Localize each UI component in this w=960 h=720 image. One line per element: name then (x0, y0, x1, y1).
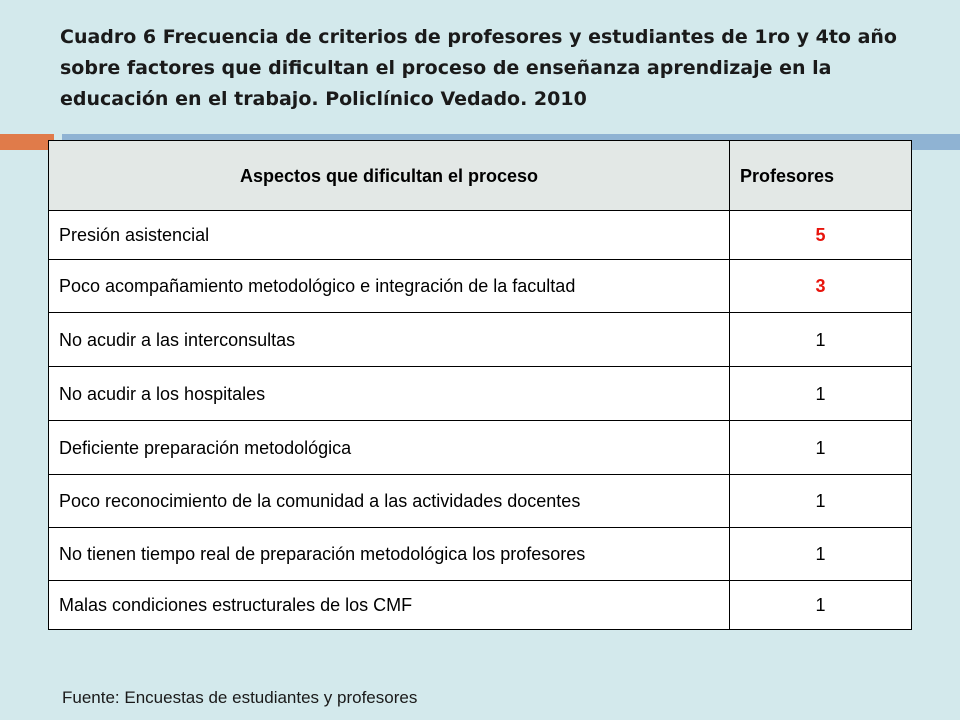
table-row (49, 367, 912, 421)
row-value: 1 (730, 528, 912, 581)
row-aspect: Deficiente preparación metodológica (49, 421, 730, 475)
row-aspect: Presión asistencial (49, 211, 730, 260)
row-value: 1 (730, 313, 912, 367)
row-aspect: Poco reconocimiento de la comunidad a las actividades docentes (49, 475, 730, 528)
source-footnote: Fuente: Encuestas de estudiantes y profesores (62, 688, 418, 707)
row-aspect: Poco acompañamiento metodológico e integración de la facultad (49, 260, 730, 313)
slide-title: Cuadro 6 Frecuencia de criterios de profesores y estudiantes de 1ro y 4to año sobre factores que dificultan el proceso de enseñanza aprendizaje en la educación en el trabajo. Policlínico Vedado. 2010 (60, 26, 897, 110)
table-container (48, 140, 912, 630)
table-row (49, 528, 912, 581)
accent-bar-orange (0, 134, 54, 150)
row-aspect: Malas condiciones estructurales de los CMF (49, 581, 730, 630)
table-header-row (49, 141, 912, 211)
data-table (48, 140, 912, 630)
row-aspect: No acudir a los hospitales (49, 367, 730, 421)
row-value: 3 (730, 260, 912, 313)
table-row (49, 475, 912, 528)
table-row (49, 313, 912, 367)
row-value: 1 (730, 475, 912, 528)
header-profesores: Profesores (730, 141, 912, 211)
row-value: 1 (730, 581, 912, 630)
table-row (49, 581, 912, 630)
table-row (49, 211, 912, 260)
row-aspect: No tienen tiempo real de preparación metodológica los profesores (49, 528, 730, 581)
table-row (49, 421, 912, 475)
row-value: 1 (730, 367, 912, 421)
row-value: 1 (730, 421, 912, 475)
table-row (49, 260, 912, 313)
row-value: 5 (730, 211, 912, 260)
header-aspectos: Aspectos que dificultan el proceso (49, 141, 730, 211)
row-aspect: No acudir a las interconsultas (49, 313, 730, 367)
